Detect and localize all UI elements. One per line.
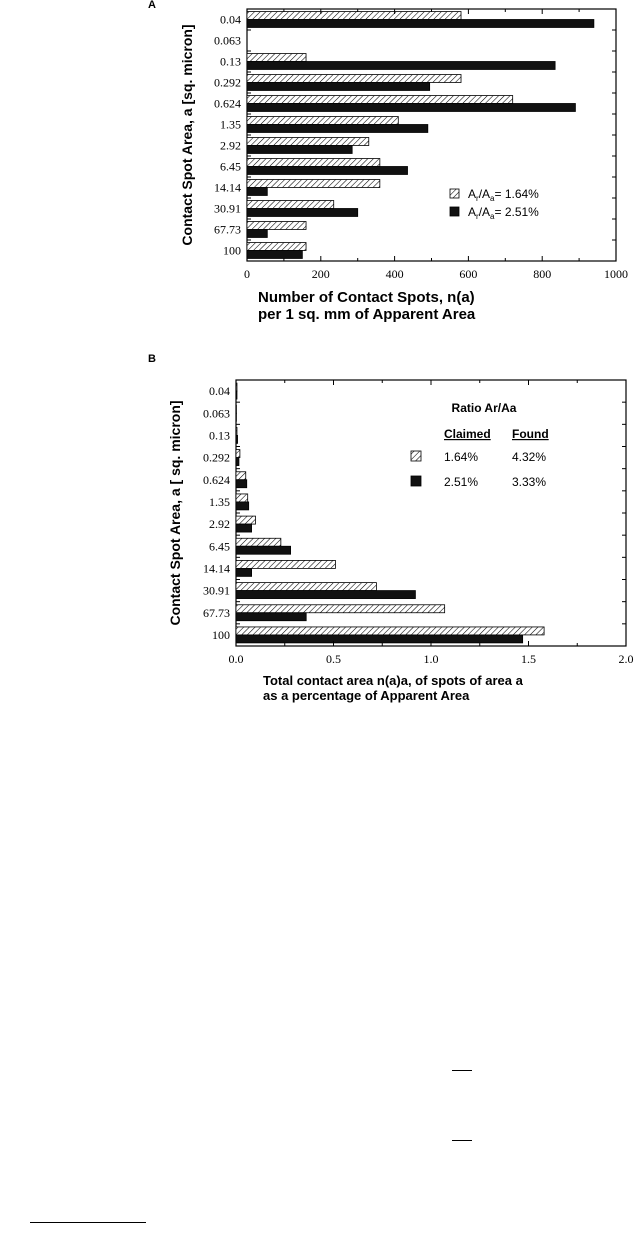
legend-label-tail: = 1.64% xyxy=(494,187,539,201)
y-tick-label-3: 0.292 xyxy=(214,75,241,90)
bar-solid-10 xyxy=(236,613,306,621)
bar-solid-2 xyxy=(236,435,238,443)
legend-label-b: /A xyxy=(478,187,491,201)
y-tick-label-11: 100 xyxy=(212,627,230,642)
y-tick-label-8: 14.14 xyxy=(203,561,230,576)
x-axis-label-line-1: per 1 sq. mm of Apparent Area xyxy=(258,306,476,323)
y-tick-label-6: 2.92 xyxy=(209,517,230,532)
y-tick-label-11: 100 xyxy=(223,243,241,258)
chart-b xyxy=(0,350,644,720)
y-tick-label-3: 0.292 xyxy=(203,450,230,465)
x-tick-label-1: 200 xyxy=(311,267,330,281)
bar-hatched-7 xyxy=(236,538,281,546)
y-tick-label-5: 1.35 xyxy=(220,117,241,132)
y-tick-label-0: 0.04 xyxy=(209,384,230,399)
bar-hatched-10 xyxy=(236,605,445,613)
x-tick-label-0: 0.0 xyxy=(228,652,244,666)
bar-hatched-7 xyxy=(247,159,380,167)
bar-hatched-2 xyxy=(236,427,237,435)
legend-claimed-1: 2.51% xyxy=(444,475,479,489)
bar-solid-5 xyxy=(247,125,428,133)
bar-hatched-11 xyxy=(247,243,306,251)
bar-hatched-6 xyxy=(247,138,369,146)
x-axis-label-line-1: as a percentage of Apparent Area xyxy=(263,688,470,703)
bar-solid-7 xyxy=(236,546,291,554)
x-tick-label-1: 0.5 xyxy=(326,652,341,666)
bar-solid-9 xyxy=(247,209,358,217)
legend-label-a: A xyxy=(468,187,477,201)
bar-hatched-4 xyxy=(236,472,246,480)
y-tick-label-4: 0.624 xyxy=(214,96,241,111)
bar-solid-6 xyxy=(247,146,352,154)
y-tick-label-4: 0.624 xyxy=(203,472,230,487)
bar-solid-10 xyxy=(247,230,267,238)
legend-swatch-solid xyxy=(450,207,459,216)
x-axis-label-line-0: Total contact area n(a)a, of spots of area a xyxy=(263,673,523,688)
bar-solid-6 xyxy=(236,524,252,532)
y-axis-label: Contact Spot Area, a [ sq. micron] xyxy=(167,400,183,626)
bar-solid-4 xyxy=(236,480,247,488)
legend-label-sub-a: a xyxy=(490,194,495,203)
y-tick-label-6: 2.92 xyxy=(220,138,241,153)
x-tick-label-5: 1000 xyxy=(604,267,628,281)
legend-label-tail: = 2.51% xyxy=(494,205,539,219)
bar-hatched-2 xyxy=(247,54,306,62)
x-tick-label-4: 800 xyxy=(533,267,552,281)
bar-solid-3 xyxy=(247,83,430,91)
legend-label-0 xyxy=(468,187,539,203)
legend-swatch-solid xyxy=(411,476,421,486)
bar-hatched-4 xyxy=(247,96,513,104)
x-tick-label-2: 400 xyxy=(385,267,404,281)
legend-label-sub-a: a xyxy=(490,212,495,221)
bar-solid-8 xyxy=(247,188,267,196)
legend-claimed-0: 1.64% xyxy=(444,450,479,464)
y-tick-label-2: 0.13 xyxy=(209,428,230,443)
legend-col-claimed: Claimed xyxy=(444,427,491,441)
bar-solid-0 xyxy=(236,391,237,399)
legend-swatch-hatched xyxy=(450,189,459,198)
y-tick-label-2: 0.13 xyxy=(220,54,241,69)
legend-label-1 xyxy=(468,205,539,221)
legend-found-1: 3.33% xyxy=(512,475,547,489)
bar-solid-0 xyxy=(247,20,594,28)
x-tick-label-3: 600 xyxy=(459,267,478,281)
bar-hatched-8 xyxy=(247,180,380,188)
fraction-bar-2 xyxy=(452,1140,472,1141)
y-tick-label-7: 6.45 xyxy=(220,159,241,174)
bar-solid-8 xyxy=(236,568,252,576)
legend-label-a: A xyxy=(468,205,477,219)
bar-solid-11 xyxy=(247,251,302,259)
legend-found-0: 4.32% xyxy=(512,450,547,464)
bar-hatched-11 xyxy=(236,627,544,635)
bar-hatched-5 xyxy=(247,117,398,125)
fraction-bar-1 xyxy=(452,1070,472,1071)
bar-solid-11 xyxy=(236,635,523,643)
y-axis-label: Contact Spot Area, a [sq. micron] xyxy=(179,24,195,246)
bar-hatched-9 xyxy=(247,201,334,209)
footnote-rule xyxy=(30,1222,146,1223)
y-tick-label-10: 67.73 xyxy=(203,605,230,620)
bar-hatched-10 xyxy=(247,222,306,230)
y-tick-label-9: 30.91 xyxy=(214,201,241,216)
legend-title: Ratio Ar/Aa xyxy=(451,401,517,415)
x-tick-label-0: 0 xyxy=(244,267,250,281)
bar-hatched-5 xyxy=(236,494,248,502)
legend-col-found: Found xyxy=(512,427,549,441)
y-tick-label-10: 67.73 xyxy=(214,222,241,237)
x-tick-label-3: 1.5 xyxy=(521,652,536,666)
y-tick-label-0: 0.04 xyxy=(220,12,241,27)
bar-hatched-9 xyxy=(236,583,376,591)
bar-solid-2 xyxy=(247,62,555,70)
chart-a xyxy=(0,0,644,345)
bar-hatched-6 xyxy=(236,516,256,524)
bar-solid-9 xyxy=(236,591,415,599)
y-tick-label-7: 6.45 xyxy=(209,539,230,554)
y-tick-label-1: 0.063 xyxy=(214,33,241,48)
bar-hatched-0 xyxy=(247,12,461,20)
legend-label-sub-r: r xyxy=(476,194,479,203)
x-tick-label-2: 1.0 xyxy=(423,652,439,666)
bar-solid-7 xyxy=(247,167,408,175)
bar-hatched-3 xyxy=(236,450,240,458)
legend-label-b: /A xyxy=(478,205,491,219)
bar-solid-4 xyxy=(247,104,575,112)
panel-label: A xyxy=(148,0,156,11)
x-tick-label-4: 2.0 xyxy=(618,652,634,666)
legend-swatch-hatched xyxy=(411,451,421,461)
legend-label-sub-r: r xyxy=(476,212,479,221)
y-tick-label-1: 0.063 xyxy=(203,406,230,421)
bar-hatched-3 xyxy=(247,75,461,83)
bar-solid-3 xyxy=(236,458,239,466)
bar-solid-5 xyxy=(236,502,249,510)
panel-label: B xyxy=(148,353,156,365)
y-tick-label-5: 1.35 xyxy=(209,494,230,509)
x-axis-label-line-0: Number of Contact Spots, n(a) xyxy=(258,289,475,306)
y-tick-label-8: 14.14 xyxy=(214,180,241,195)
bar-hatched-8 xyxy=(236,560,335,568)
y-tick-label-9: 30.91 xyxy=(203,583,230,598)
